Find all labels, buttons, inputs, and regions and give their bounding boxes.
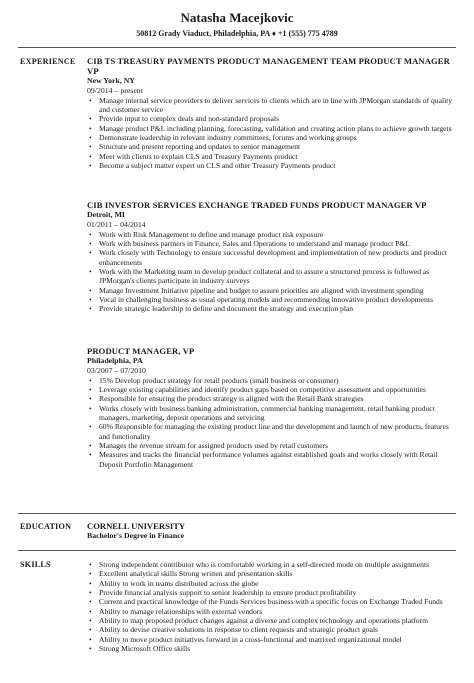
job-entry-3 — [87, 346, 457, 469]
bullet-icon: • — [89, 569, 92, 579]
skill-item: • Ability to map proposed product changes against a diverse and complex technology and operations platform — [89, 616, 428, 626]
bullet-icon: • — [89, 588, 92, 598]
job-location: New York, NY — [87, 76, 136, 85]
bullet-icon: • — [89, 229, 92, 239]
bullet-icon: • — [89, 375, 92, 385]
bullet-item: • 60% Responsible for managing the existing product line and the development and launch of new products, features and functionality — [89, 422, 449, 441]
bullet-item: • Become a subject matter expert on CLS and other Treasury Payments product — [89, 160, 336, 170]
bullet-item: • Work closely with Technology to ensure successful development and implementation of new products and product enhancements — [89, 248, 447, 267]
bullet-icon: • — [89, 394, 92, 404]
bullet-icon: • — [89, 644, 92, 654]
candidate-name: Natasha Macejkovic — [180, 10, 294, 25]
bullet-icon: • — [89, 403, 92, 413]
bullet-item: • Work with business partners in Finance, Sales and Operations to understand and manage product P&L — [89, 238, 410, 248]
bullet-icon: • — [89, 422, 92, 432]
bullet-icon: • — [89, 450, 92, 460]
job-bullets — [87, 96, 457, 171]
degree-name: Bachelor's Degree in Finance — [87, 531, 185, 540]
job-title: CIB TS TREASURY PAYMENTS PRODUCT MANAGEMENT TEAM PRODUCT MANAGER VP — [87, 56, 450, 76]
bullet-icon: • — [89, 114, 92, 124]
skill-item: • Strong Microsoft Office skills — [89, 644, 191, 654]
contact-line: 50812 Grady Viaduct, Philadelphia, PA ♦ +1 (555) 775 4789 — [136, 29, 338, 38]
job-dates: 01/2011 – 04/2014 — [87, 220, 146, 229]
job-dates: 09/2014 – present — [87, 86, 143, 95]
skill-item: • Ability to work in teams distributed across the globe — [89, 578, 259, 588]
bullet-item: • Work with the Marketing team to develop product collateral and to assure a structured process is followed as JPMorgan's clients participate in industry surveys — [89, 266, 430, 286]
bullet-icon: • — [89, 634, 92, 644]
skills-section-label: SKILLS — [20, 560, 51, 569]
bullet-icon: • — [89, 384, 92, 394]
job-bullets — [87, 376, 457, 469]
skill-item: • Ability to manage relationships with external vendors — [89, 606, 263, 616]
bullet-item: • Meet with clients to explain CLS and Treasury Payments product — [89, 151, 298, 161]
education-entry — [87, 521, 457, 541]
skills-list — [87, 560, 457, 653]
bullet-icon: • — [89, 238, 92, 248]
header-divider — [18, 47, 456, 48]
skill-item: • Provide financial analysis support to senior leadership to ensure product profitability — [89, 588, 357, 598]
bullet-icon: • — [89, 578, 92, 588]
bullet-item: • Structure and present reporting and updates to senior management — [89, 142, 301, 152]
job-dates: 03/2007 – 07/2010 — [87, 366, 146, 375]
job-entry-1 — [87, 56, 457, 170]
job-location: Detroit, MI — [87, 210, 125, 219]
skill-item: • Ability to devise creative solutions in response to client requests and strategic product goals — [89, 625, 379, 635]
bullet-item: • 15% Develop product strategy for retail products (small business or consumer) — [89, 375, 339, 385]
school-name: CORNELL UNIVERSITY — [87, 521, 186, 531]
bullet-item: • Vocal in challenging business as usual operating models and recommending innovative product developments — [89, 294, 433, 304]
bullet-icon: • — [89, 248, 92, 258]
education-section-label: EDUCATION — [20, 522, 72, 531]
education-divider — [18, 550, 456, 551]
bullet-item: • Work with Risk Management to define and manage product risk exposure — [89, 229, 324, 239]
bullet-item: • Manage internal service providers to deliver services to clients which are in line with JPMorgan standards of quality and customer service — [89, 95, 453, 114]
bullet-icon: • — [89, 160, 92, 170]
bullet-icon: • — [89, 285, 92, 295]
bullet-icon: • — [89, 294, 92, 304]
bullet-icon: • — [89, 304, 92, 314]
experience-section-label: EXPERIENCE — [20, 57, 76, 66]
skill-item: • Excellent analytical skills Strong written and presentation skills — [89, 569, 293, 579]
skill-item: • Strong independent contributor who is comfortable working in a self-directed mode on multiple assignments — [89, 560, 430, 569]
bullet-item: • Manage Investment Initiative pipeline and budget to assure priorities are aligned with investment spending — [89, 285, 424, 295]
bullet-icon: • — [89, 440, 92, 450]
bullet-icon: • — [89, 560, 92, 569]
bullet-item: • Manage product P&L including planning, forecasting, validation and creating action plans to achieve growth targets — [89, 123, 452, 133]
bullet-icon: • — [89, 151, 92, 161]
bullet-icon: • — [89, 142, 92, 152]
bullet-item: • Measures and tracks the financial performance volumes against established goals and works closely with Retail Deposit Portfolio Management — [89, 450, 438, 469]
bullet-item: • Demonstrate leadership in relevant industry committees, forums and working groups — [89, 132, 357, 142]
bullet-icon: • — [89, 597, 92, 607]
bullet-item: • Responsible for ensuring the product strategy is aligned with the Retail Bank strategies — [89, 394, 364, 404]
job-location: Philadelphia, PA — [87, 356, 143, 365]
bullet-icon: • — [89, 95, 92, 105]
bullet-item: • Provide strategic leadership to define and document the strategy and execution plan — [89, 304, 354, 314]
skills-bullets — [87, 560, 457, 653]
bullet-item: • Leverage existing capabilities and identify product gaps based on competitive assessment and opportunities — [89, 384, 426, 394]
skill-item: • Ability to move product initiatives forward in a cross-functional and matrixed organizational model — [89, 634, 402, 644]
bullet-icon: • — [89, 266, 92, 276]
resume-header — [0, 0, 474, 40]
bullet-item: • Manages the revenue stream for assigned products used by retail customers — [89, 440, 329, 450]
job-bullets — [87, 230, 457, 314]
job-title: PRODUCT MANAGER, VP — [87, 346, 195, 356]
experience-divider — [18, 513, 456, 514]
skill-item: • Current and practical knowledge of the Funds Services business with a specific focus on Exchange Traded Funds — [89, 597, 443, 607]
bullet-icon: • — [89, 123, 92, 133]
job-entry-2 — [87, 200, 457, 314]
bullet-icon: • — [89, 606, 92, 616]
bullet-icon: • — [89, 625, 92, 635]
bullet-item: • Works closely with business banking administration, commercial banking management, retail banking product managers, marketing, deposit operations and servicing — [89, 403, 435, 422]
bullet-icon: • — [89, 616, 92, 626]
job-title: CIB INVESTOR SERVICES EXCHANGE TRADED FUNDS PRODUCT MANAGER VP — [87, 200, 427, 210]
bullet-icon: • — [89, 132, 92, 142]
bullet-item: • Provide input to complex deals and non-standard proposals — [89, 114, 279, 124]
